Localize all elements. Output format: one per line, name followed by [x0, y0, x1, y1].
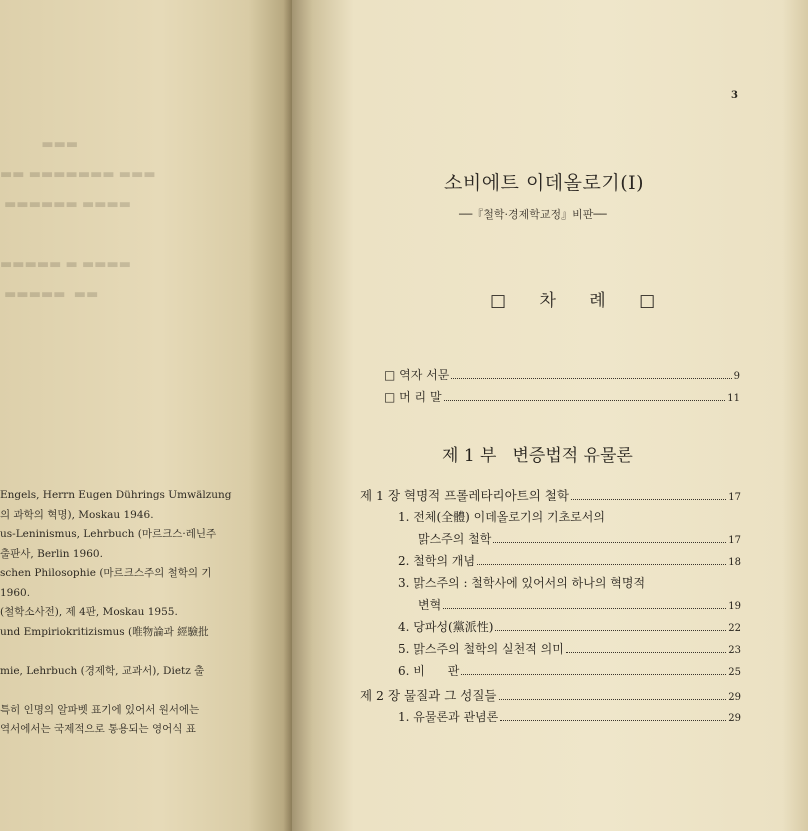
toc-entry [384, 388, 740, 410]
section-page: 25 [728, 667, 741, 678]
leader-dots [477, 564, 726, 565]
reference-line: us-Leninismus, Lehrbuch (마르크스·레닌주 [0, 528, 217, 540]
section-page: 23 [728, 645, 741, 656]
section-label: 6. 비 판 [398, 664, 460, 678]
part-number: 제 1 부 [442, 446, 497, 466]
section-label: 2. 철학의 개념 [398, 554, 476, 568]
part-title: 변증법적 유물론 [512, 446, 633, 466]
toc-entry-label: □ 머 리 말 [384, 390, 442, 404]
chapter-page: 29 [728, 692, 741, 703]
chapter-2 [360, 686, 741, 730]
reference-line: (철학소사전), 제 4판, Moskau 1955. [0, 606, 178, 618]
section-label: 1. 전체(全體) 이데올로기의 기초로서의 [398, 510, 605, 524]
section-entry [360, 574, 741, 596]
section-entry [360, 640, 741, 662]
section-label: 5. 맑스주의 철학의 실천적 의미 [398, 642, 564, 656]
section-label: 1. 유물론과 관념론 [398, 710, 499, 724]
leader-dots [493, 542, 726, 543]
section-entry [360, 508, 741, 530]
section-entry [360, 708, 741, 730]
page-number: 3 [731, 90, 738, 101]
reference-line: und Empiriokritizismus (唯物論과 經驗批 [0, 625, 209, 638]
reference-line [0, 681, 290, 701]
toc-entry-label: □ 역자 서문 [384, 368, 450, 382]
section-page: 29 [728, 713, 741, 724]
toc-heading: □ 차 례 □ [490, 291, 656, 311]
reference-line: 역서에서는 국제적으로 통용되는 영어식 표 [0, 723, 196, 735]
section-entry [360, 552, 741, 574]
section-label: 4. 당파성(黨派性) [398, 620, 494, 634]
leader-dots [444, 400, 726, 401]
reference-line: 출판사, Berlin 1960. [0, 547, 103, 560]
section-entry-continued [360, 596, 741, 618]
leader-dots [451, 378, 731, 379]
leader-dots [566, 652, 726, 653]
toc-entry [384, 366, 740, 388]
section-page: 19 [728, 601, 741, 612]
reference-line: 특히 인명의 알파벳 표기에 있어서 원서에는 [0, 703, 200, 716]
reference-line [0, 642, 290, 662]
chapter-entry [360, 486, 741, 508]
reference-list [0, 486, 290, 740]
leader-dots [500, 720, 726, 721]
chapter-page: 17 [728, 492, 741, 503]
leader-dots [499, 699, 727, 700]
section-entry [360, 618, 741, 640]
reference-line: Engels, Herrn Eugen Dührings Umwälzung [0, 489, 232, 501]
reference-line: 의 과학의 혁명), Moskau 1946. [0, 508, 154, 521]
chapter-entry [360, 686, 741, 708]
section-page: 18 [728, 557, 741, 568]
chapter-1 [360, 486, 741, 684]
leader-dots [495, 630, 726, 631]
reference-line: mie, Lehrbuch (경제학, 교과서), Dietz 출 [0, 664, 205, 677]
front-matter-list [384, 366, 740, 410]
section-page: 17 [728, 535, 741, 546]
section-entry [360, 662, 741, 684]
reference-line: schen Philosophie (마르크스주의 철학의 기 [0, 567, 212, 579]
bleed-through-text: ▬▬▬ ▬▬ ▬▬▬▬▬▬▬ ▬▬▬ ▬▬▬▬▬▬ ▬▬▬▬ ▬▬▬▬▬ ▬ ▬▬▬▬ ▬▬▬▬▬ ▬▬ [0, 137, 156, 302]
leader-dots [443, 608, 726, 609]
book-title: 소비에트 이데올로기(Ⅰ) [444, 172, 645, 194]
chapter-label: 제 1 장 혁명적 프롤레타리아트의 철학 [360, 488, 569, 503]
section-entry-continued [360, 530, 741, 552]
left-page [0, 0, 292, 831]
toc-entry-page: 9 [733, 371, 740, 382]
chapter-label: 제 2 장 물질과 그 성질들 [360, 688, 497, 703]
toc-entry-page: 11 [727, 393, 740, 404]
leader-dots [461, 674, 726, 675]
book-subtitle: ──『철학·경제학교정』비판── [459, 208, 607, 221]
part-heading [442, 441, 633, 466]
section-label: 3. 맑스주의 : 철학사에 있어서의 하나의 혁명적 [398, 576, 646, 590]
leader-dots [571, 499, 726, 500]
reference-line: 1960. [0, 586, 31, 599]
section-label-continued: 변혁 [418, 598, 442, 612]
section-label-continued: 맑스주의 철학 [418, 532, 492, 546]
section-page: 22 [728, 623, 741, 634]
